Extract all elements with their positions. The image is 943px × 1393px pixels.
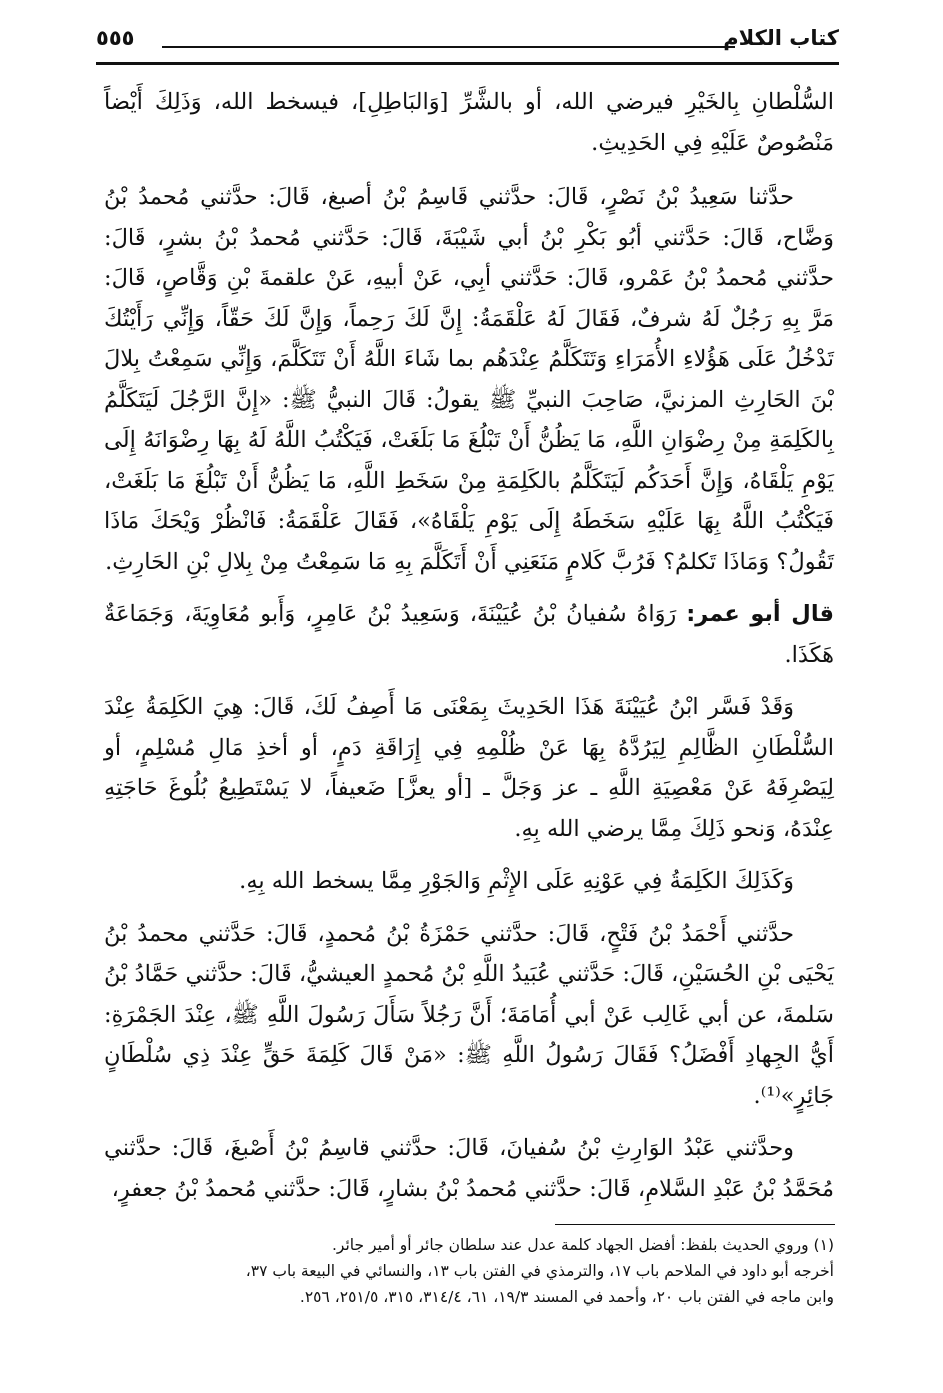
paragraph [104, 1128, 834, 1209]
footnote-rule [555, 1224, 835, 1225]
paragraph-text: وَكَذَلِكَ الكَلِمَةُ فِي عَوْنِهِ عَلَى الإِثْمِ وَالجَوْرِ مِمَّا يسخط الله بِهِ. [239, 868, 794, 894]
paragraph-text: وحدَّثني عَبْدُ الوَارِثِ بْنُ سُفيانَ، قَالَ: حدَّثني قاسِمُ بْنُ أَصْبغَ، قَالَ: حدَّثني مُحَمَّدُ بْنُ عَبْدِ السَّلامِ، قَالَ: حدَّثني مُحمدُ بْنُ بشارٍ، قَالَ: حدَّثني مُحمدُ بْنُ جعفرٍ، [104, 1135, 834, 1202]
paragraph [104, 177, 834, 582]
footnote-line: (١) وروي الحديث بلفظ: أفضل الجهاد كلمة عدل عند سلطان جائر أو أمير جائر. [331, 1236, 834, 1254]
footnote-line: أخرجه أبو داود في الملاحم باب ١٧، والترمذي في الفتن باب ١٣، والنسائي في البيعة باب ٣٧، [245, 1262, 834, 1280]
paragraph [104, 687, 834, 849]
running-header [96, 22, 839, 62]
header-rule [162, 46, 735, 48]
page-number: ٥٥٥ [96, 26, 135, 50]
main-text [104, 82, 834, 1221]
paragraph-text: حدَّثنا سَعِيدُ بْنُ نَصْرٍ، قَالَ: حدَّثني قَاسِمُ بْنُ أصبغ، قَالَ: حدَّثني مُحمدُ بْنُ وَضَّاح، قَالَ: حَدَّثني أبُو بَكْرِ بْنُ أبي شَيْبَةَ، قَالَ: حَدَّثني مُحمدُ بْنُ بشرٍ، قَالَ: حدَّثني مُحمدُ بْنُ عَمْرو، قَالَ: حَدَّثني أبِي، عَنْ أبيهِ، عَنْ علقمةَ بْنِ وَقَّاصٍ، قَالَ: مَرَّ بِهِ رَجُلٌ لَهُ شرفٌ، فَقَالَ لَهُ عَلْقَمَةُ: إِنَّ لَكَ رَحِماً، وَإِنَّ لَكَ حَقّاً، وَإِنِّي رَأَيْتُكَ تَدْخُلُ عَلَى هَؤُلاءِ الأُمَرَاءِ وَتَتَكَلَّمُ عِنْدَهُم بما شَاءَ اللَّهُ أَنْ تَتَكَلَّمَ، وَإِنِّي سَمِعْتُ بِلالَ بْنَ الحَارِثِ المزنيَّ، صَاحِبَ النبيِّ ﷺ يقولُ: قَالَ النبيُّ ﷺ: «إِنَّ الرَّجُلَ لَيَتَكَلَّمُ بِالكَلِمَةِ مِنْ رِضْوَانِ اللَّهِ، مَا يَظُنُّ أَنْ تَبْلُغَ مَا بَلَغَتْ، فَيَكْتُبُ اللَّهُ لَهُ بِهَا رِضْوَانَهُ إِلَى يَوْمِ يَلْقَاهُ، وَإِنَّ أَحَدَكُم لَيَتَكَلَّمُ بالكَلِمَةِ مِنْ سَخَطِ اللَّهِ، مَا يَظُنُّ أَنْ تَبْلُغَ مَا بَلَغَتْ، فَيَكْتُبُ اللَّهُ بِهَا عَلَيْهِ سَخَطَهُ إِلَى يَوْمِ يَلْقَاهُ»، فَقَالَ عَلْقَمَةُ: فَانْظُرْ وَيْحَكَ مَاذَا تَقُولُ؟ وَمَاذَا تَكلمُ؟ فَرُبَّ كَلامٍ مَنَعَنِي أَنْ أَتَكَلَّمَ بِهِ مَا سَمِعْتُ مِنْ بِلالِ بْنِ الحَارِثِ. [104, 184, 834, 575]
paragraph [104, 861, 834, 902]
paragraph [104, 82, 834, 163]
footnote-line: وابن ماجه في الفتن باب ٢٠، وأحمد في المسند ١٩/٣، ٦١، ٣١٤/٤، ٣١٥، ٢٥١/٥، ٢٥٦. [299, 1288, 834, 1306]
paragraph-text: حدَّثني أَحْمَدُ بْنُ فَتْحٍ، قَالَ: حدَّثني حَمْزَةُ بْنُ مُحمدٍ، قَالَ: حَدَّثني محمدُ بْنُ يَحْيَى بْنِ الحُسَيْنِ، قَالَ: حَدَّثني عُبَيدُ اللَّهِ بْنُ مُحمدٍ العيشيُّ، قَالَ: حدَّثني حَمَّادُ بْنُ سَلمةَ، عن أبي غَالِب عَنْ أبي أُمَامَةَ؛ أَنَّ رَجُلاً سَأَلَ رَسُولَ اللَّهِ ﷺ، عِنْدَ الجَمْرَةِ: أَيُّ الجِهادِ أَفْضَلُ؟ فَقَالَ رَسُولُ اللَّهِ ﷺ: «مَنْ قَالَ كَلِمَةَ حَقٍّ عِنْدَ ذِي سُلْطَانٍ جَائِرٍ»⁽¹⁾. [104, 920, 834, 1109]
paragraph [104, 594, 834, 675]
header-underline [96, 62, 839, 65]
paragraph [104, 914, 834, 1117]
paragraph-text: رَوَاهُ سُفيانُ بْنُ عُيَيْنَةَ، وَسَعِيدُ بْنُ عَامِرٍ، وَأَبو مُعَاوِيَةَ، وَجَمَاعَةٌ هَكَذَا. [104, 601, 834, 668]
paragraph-lead: قال أبو عمر: [686, 601, 834, 627]
paragraph-text: وَقَدْ فَسَّر ابْنُ عُيَيْنَةَ هَذَا الحَدِيثَ بِمَعْنَى مَا أَصِفُ لَكَ، قَالَ: هِيَ الكَلِمَةُ عِنْدَ السُّلْطَانِ الظَّالِمِ لِيَرُدَّهُ بِهَا عَنْ ظُلْمِهِ فِي إِرَاقَةِ دَمٍ، أو أخذِ مَالِ مُسْلِمٍ، أو لِيَصْرِفَهُ عَنْ مَعْصِيَةِ اللَّهِ ـ عز وَجَلَّ ـ [أو يعزَّ] ضَعيفاً، لا يَسْتَطِيعُ بُلُوغَ حَاجَتِهِ عِنْدَهُ، وَنحو ذَلِكَ مِمَّا يرضي الله بِهِ. [104, 694, 834, 842]
running-title: كتاب الكلام [723, 26, 839, 50]
footnotes [104, 1232, 834, 1310]
paragraph-text: السُّلْطانِ بِالخَيْرِ فيرضي الله، أو بالشَّرِّ [وَالبَاطِلِ]، فيسخط الله، وَذَلِكَ أَيْضاً مَنْصُوصٌ عَلَيْهِ فِي الحَدِيثِ. [104, 89, 834, 156]
